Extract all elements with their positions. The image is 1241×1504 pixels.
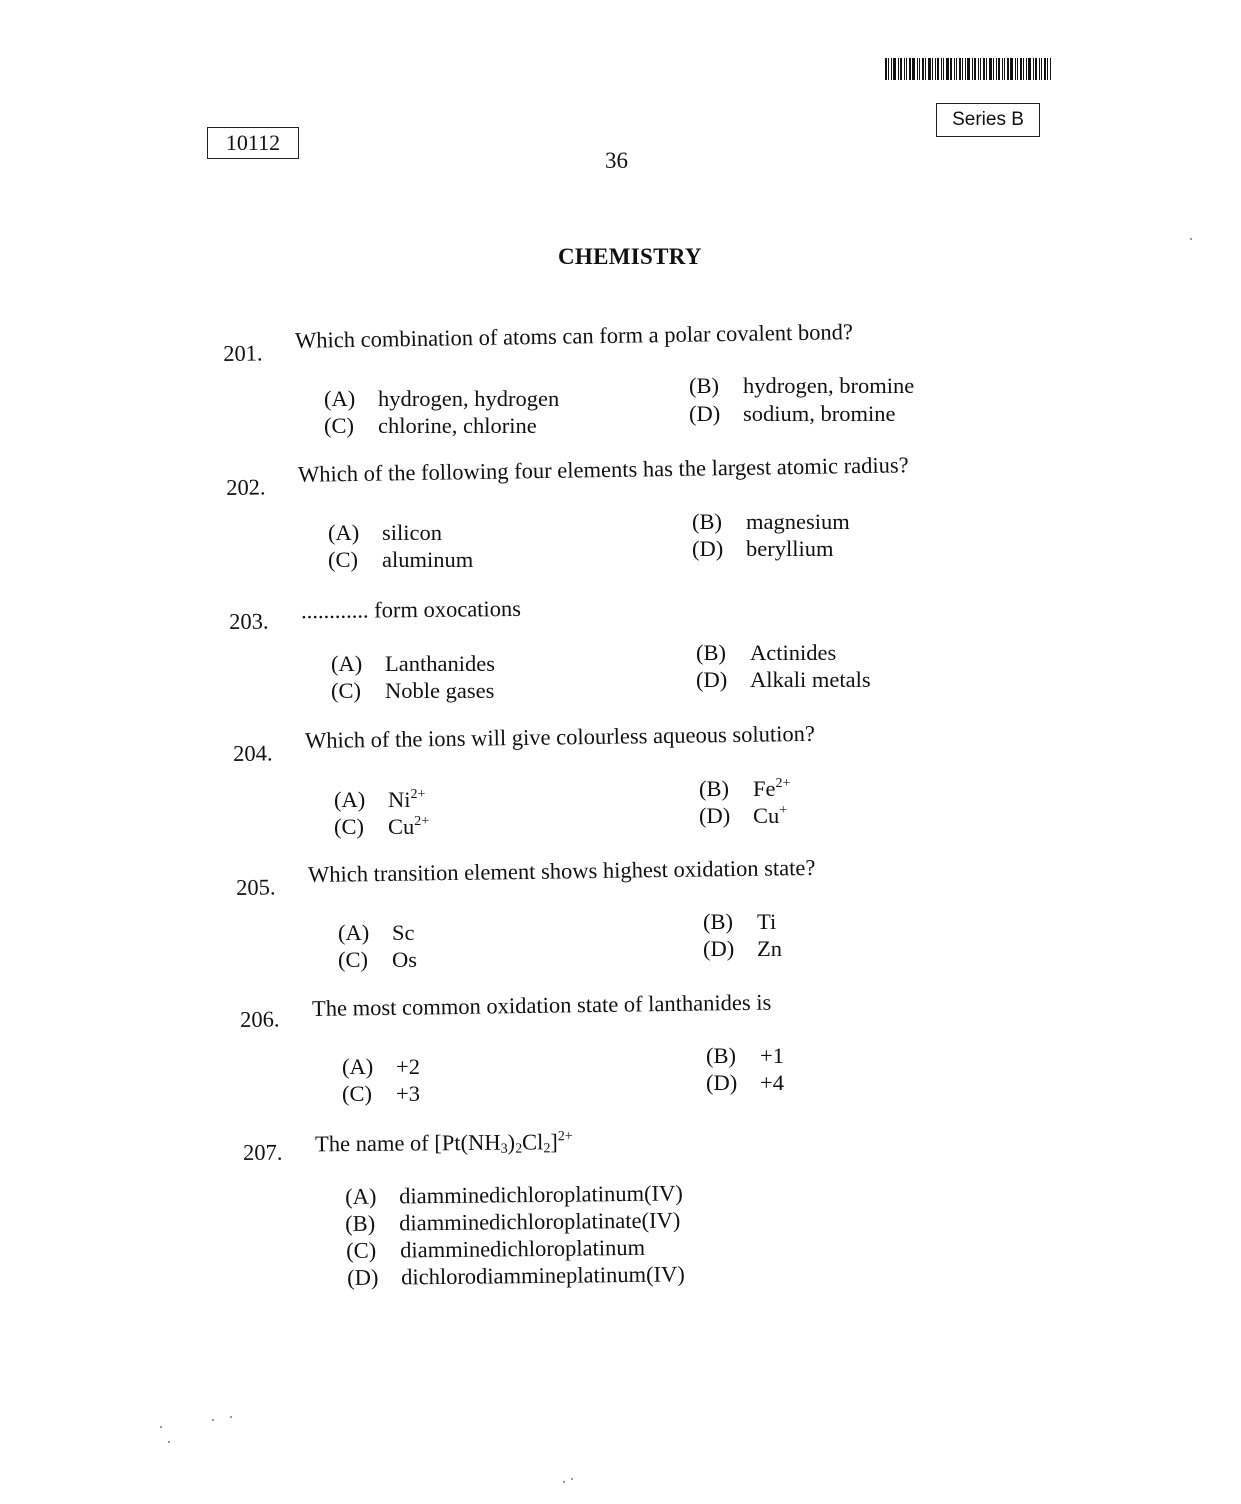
option-text: diamminedichloroplatinate(IV) <box>398 1207 681 1236</box>
scan-speck <box>1190 238 1192 240</box>
option-202-a[interactable] <box>328 520 442 546</box>
option-205-b[interactable] <box>703 909 776 935</box>
barcode-bar <box>919 58 920 80</box>
barcode-bar <box>996 58 997 80</box>
barcode-bar <box>1050 58 1051 80</box>
option-label: (D) <box>696 667 728 692</box>
option-superscript: 2+ <box>410 787 426 802</box>
barcode-bar <box>1002 58 1003 80</box>
option-text: magnesium <box>746 509 850 534</box>
option-label: (B) <box>345 1210 376 1236</box>
option-label: (B) <box>703 909 733 934</box>
barcode-bar <box>983 58 985 80</box>
barcode-bar <box>998 58 1000 80</box>
option-label: (A) <box>338 920 370 945</box>
option-label: (C) <box>331 678 361 703</box>
barcode-bar <box>1033 58 1034 80</box>
option-text: diamminedichloroplatinum(IV) <box>398 1180 683 1209</box>
option-label: (C) <box>328 547 358 572</box>
barcode-bar <box>972 58 973 80</box>
barcode-bar <box>1010 58 1013 80</box>
barcode-bar <box>1039 58 1040 80</box>
barcode-bar <box>943 58 944 80</box>
option-text: aluminum <box>382 547 474 572</box>
option-203-c[interactable] <box>331 678 494 704</box>
barcode-bar <box>986 58 987 80</box>
option-text: Cu <box>753 803 780 828</box>
option-206-a[interactable] <box>342 1054 420 1080</box>
question-number: 206. <box>240 1006 280 1032</box>
question-number: 205. <box>236 874 276 900</box>
barcode-bar <box>1041 58 1042 80</box>
option-text: Alkali metals <box>750 667 871 692</box>
question-text: Which transition element shows highest oxidation state? <box>307 854 816 887</box>
option-text: +3 <box>396 1081 420 1106</box>
barcode-bar <box>954 58 955 80</box>
formula-part: ) <box>507 1129 516 1155</box>
scan-speck <box>212 1419 214 1421</box>
formula-part: The name of [Pt(NH <box>314 1129 501 1157</box>
question-number: 207. <box>243 1139 283 1165</box>
option-label: (B) <box>696 640 726 665</box>
option-text: Cu <box>388 814 415 839</box>
option-label: (C) <box>346 1237 377 1263</box>
barcode-bar <box>904 58 905 80</box>
barcode-bar <box>909 58 911 80</box>
barcode-bar <box>950 58 952 80</box>
scan-speck <box>230 1416 232 1418</box>
option-206-d[interactable] <box>706 1070 784 1096</box>
option-label: (A) <box>328 520 360 545</box>
option-202-b[interactable] <box>692 509 850 535</box>
option-text: +1 <box>760 1043 784 1068</box>
barcode-bar <box>898 58 899 80</box>
option-text: diamminedichloroplatinum <box>399 1234 646 1263</box>
barcode-bar <box>922 58 924 80</box>
option-label: (A) <box>342 1054 374 1079</box>
option-204-c[interactable] <box>334 814 429 840</box>
formula-part: Cl <box>521 1129 544 1155</box>
option-202-d[interactable] <box>692 536 833 562</box>
barcode-bar <box>1044 58 1046 80</box>
barcode-bar <box>912 58 915 80</box>
option-text: chlorine, chlorine <box>378 413 537 438</box>
option-label: (A) <box>334 787 366 812</box>
question-number: 204. <box>233 740 273 766</box>
barcode-bar <box>978 58 979 80</box>
option-label: (D) <box>347 1264 379 1290</box>
option-text: silicon <box>382 520 442 545</box>
formula-subscript: 2 <box>515 1141 523 1157</box>
barcode-bar <box>891 58 892 80</box>
option-203-b[interactable] <box>696 640 836 666</box>
section-title: CHEMISTRY <box>558 244 702 269</box>
series-badge: Series B <box>936 103 1040 137</box>
option-207-a[interactable] <box>345 1180 683 1210</box>
option-label: (C) <box>342 1081 372 1106</box>
barcode-bar <box>974 58 976 80</box>
scan-speck <box>563 1481 565 1483</box>
barcode-bar <box>1047 58 1048 80</box>
barcode-bar <box>885 58 887 80</box>
barcode-bar <box>888 58 889 80</box>
barcode-bar <box>1015 58 1016 80</box>
barcode-bar <box>1017 58 1018 80</box>
option-label: (C) <box>338 947 368 972</box>
barcode-bar <box>937 58 939 80</box>
option-label: (D) <box>703 936 735 961</box>
barcode-bar <box>962 58 963 80</box>
option-label: (D) <box>692 536 724 561</box>
barcode-bar <box>989 58 992 80</box>
barcode-bar <box>1035 58 1037 80</box>
barcode <box>885 58 1062 80</box>
barcode-bar <box>956 58 957 80</box>
option-label: (B) <box>706 1043 736 1068</box>
formula-superscript: 2+ <box>557 1129 573 1145</box>
option-205-a[interactable] <box>338 920 415 946</box>
option-201-b[interactable] <box>689 373 914 399</box>
question-text: The most common oxidation state of lanthanides is <box>311 989 772 1021</box>
option-text: Actinides <box>750 640 837 665</box>
barcode-bar <box>917 58 918 80</box>
option-label: (D) <box>706 1070 738 1095</box>
option-text: Fe <box>753 776 776 801</box>
scan-speck <box>571 1478 573 1480</box>
scan-speck <box>168 1441 170 1443</box>
option-label: (B) <box>692 509 722 534</box>
option-text: Ti <box>757 909 777 934</box>
barcode-bar <box>1026 58 1027 80</box>
option-206-b[interactable] <box>706 1043 784 1069</box>
barcode-bar <box>900 58 902 80</box>
page-number: 36 <box>605 148 628 173</box>
option-text: Os <box>392 947 418 972</box>
option-207-d[interactable] <box>347 1261 685 1291</box>
option-superscript: + <box>779 803 788 818</box>
question-number: 202. <box>226 474 266 500</box>
option-label: (A) <box>331 651 363 676</box>
option-label: (C) <box>334 814 364 839</box>
barcode-bar <box>1028 58 1031 80</box>
question-text: Which of the ions will give colourless aqueous solution? <box>304 720 816 753</box>
barcode-bar <box>1020 58 1022 80</box>
option-superscript: 2+ <box>775 776 791 791</box>
paper-code-box: 10112 <box>207 127 299 159</box>
barcode-bar <box>935 58 936 80</box>
option-203-d[interactable] <box>696 667 871 693</box>
option-text: sodium, bromine <box>743 401 896 426</box>
option-text: Ni <box>388 787 411 812</box>
option-label: (B) <box>699 776 729 801</box>
barcode-bar <box>993 58 994 80</box>
option-203-a[interactable] <box>331 651 495 677</box>
option-text: dichlorodiammineplatinum(IV) <box>400 1261 685 1290</box>
barcode-bar <box>928 58 931 80</box>
barcode-bar <box>1004 58 1005 80</box>
formula-subscript: 2 <box>543 1141 551 1157</box>
question-number: 203. <box>229 608 269 634</box>
barcode-bar <box>946 58 949 80</box>
barcode-bar <box>980 58 981 80</box>
question-text: ............ form oxocations <box>300 595 522 624</box>
option-text: hydrogen, bromine <box>743 373 915 398</box>
option-206-c[interactable] <box>342 1081 420 1107</box>
option-text: beryllium <box>746 536 834 561</box>
option-205-c[interactable] <box>338 947 417 973</box>
question-text: Which of the following four elements has the largest atomic radius? <box>297 452 909 487</box>
option-201-c[interactable] <box>324 413 537 439</box>
barcode-bar <box>941 58 942 80</box>
barcode-bar <box>965 58 966 80</box>
option-text: +2 <box>396 1054 420 1079</box>
barcode-bar <box>893 58 896 80</box>
formula-subscript: 3 <box>500 1141 508 1157</box>
option-text: Lanthanides <box>385 651 495 676</box>
barcode-bar <box>1007 58 1009 80</box>
option-204-d[interactable] <box>699 803 787 829</box>
question-number: 201. <box>223 340 263 366</box>
option-text: +4 <box>760 1070 784 1095</box>
barcode-bar <box>1023 58 1024 80</box>
option-label: (A) <box>345 1183 377 1209</box>
barcode-bar <box>925 58 926 80</box>
scan-speck <box>160 1426 162 1428</box>
option-label: (C) <box>324 413 354 438</box>
barcode-bar <box>906 58 907 80</box>
question-text <box>315 1129 573 1157</box>
option-207-b[interactable] <box>345 1207 680 1237</box>
formula-part: ] <box>550 1129 558 1155</box>
barcode-bar <box>967 58 970 80</box>
option-text: Zn <box>757 936 782 961</box>
option-204-a[interactable] <box>334 787 425 813</box>
option-text: Noble gases <box>385 678 495 703</box>
barcode-bar <box>959 58 961 80</box>
option-201-a[interactable] <box>324 386 559 412</box>
option-text: Sc <box>392 920 415 945</box>
barcode-bar <box>932 58 933 80</box>
question-text: Which combination of atoms can form a polar covalent bond? <box>294 319 854 353</box>
option-204-b[interactable] <box>699 776 790 802</box>
option-label: (A) <box>324 386 356 411</box>
option-label: (D) <box>699 803 731 828</box>
option-202-c[interactable] <box>328 547 473 573</box>
option-label: (B) <box>689 373 719 398</box>
option-superscript: 2+ <box>414 814 430 829</box>
option-label: (D) <box>689 401 721 426</box>
option-201-d[interactable] <box>689 401 896 427</box>
option-207-c[interactable] <box>346 1235 645 1264</box>
option-text: hydrogen, hydrogen <box>378 386 560 411</box>
option-205-d[interactable] <box>703 936 782 962</box>
